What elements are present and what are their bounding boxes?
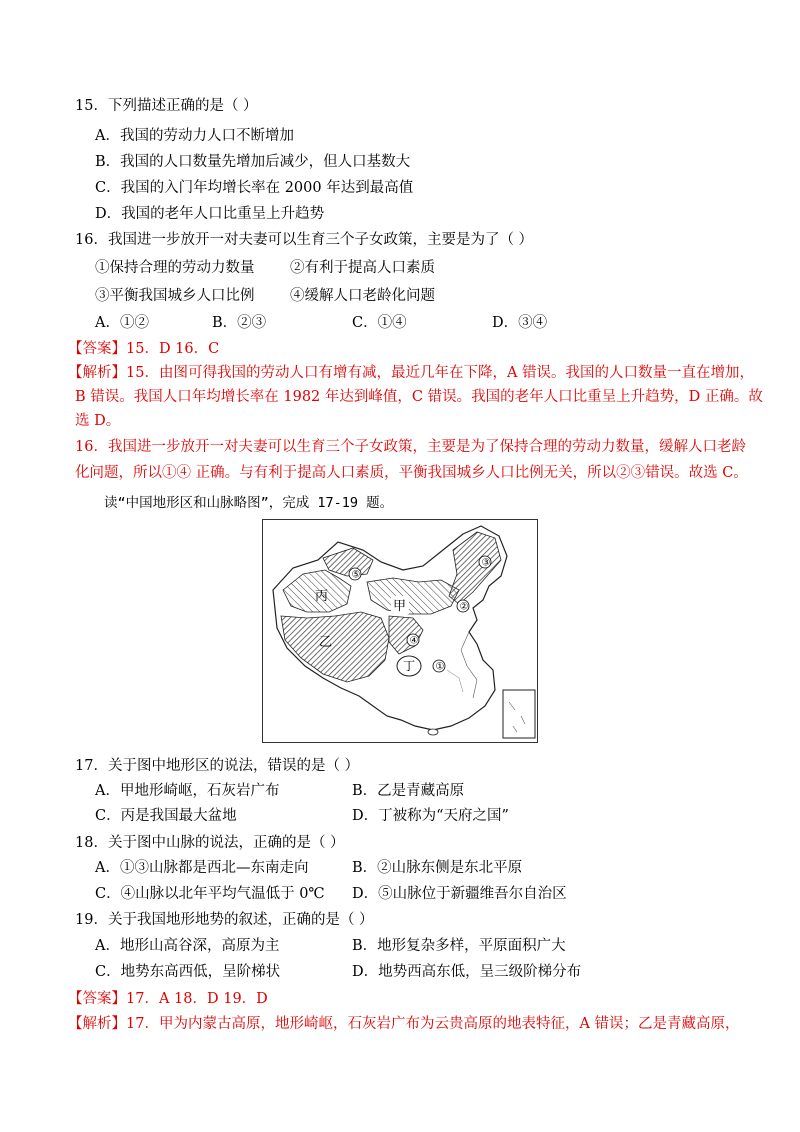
svg-text:④: ④ [409, 635, 419, 647]
q18-option-d: D．⑤山脉位于新疆维吾尔自治区 [352, 886, 567, 902]
map-label-ding: 丁 [403, 659, 416, 673]
svg-text:①: ① [435, 661, 445, 673]
q19-option-a: A．地形山高谷深，高原为主 [95, 938, 280, 954]
read-map-prompt: 读“中国地形区和山脉略图”，完成 17-19 题。 [104, 495, 394, 511]
q17-option-b: B．乙是青藏高原 [352, 783, 465, 799]
q15-option-d: D．我国的老年人口比重呈上升趋势 [95, 206, 325, 222]
svg-text:②: ② [459, 601, 469, 613]
analysis-line-1: 【解析】15．由图可得我国的劳动人口有增有减，最近几年在下降，A 错误。我国的人口数量一直在增加， [68, 365, 755, 381]
q18-option-a: A．①③山脉都是西北—东南走向 [95, 860, 309, 876]
q17-option-d: D．丁被称为“天府之国” [352, 808, 509, 824]
q17-stem: 17．关于图中地形区的说法，错误的是（ ） [75, 758, 360, 774]
q15-option-c: C．我国的入门年均增长率在 2000 年达到最高值 [95, 180, 414, 196]
q18-stem: 18．关于图中山脉的说法，正确的是（ ） [75, 835, 345, 851]
q18-option-b: B．②山脉东侧是东北平原 [352, 860, 523, 876]
map-label-jia [391, 596, 409, 614]
q16-item-1: ①保持合理的劳动力数量 [95, 260, 255, 276]
analysis-17-line-1: 【解析】17．甲为内蒙古高原，地形崎岖，石灰岩广布为云贵高原的地表特征，A 错误；乙是青藏高原， [68, 1016, 740, 1032]
map-label-1 [433, 660, 445, 673]
map-label-bing: 丙 [315, 589, 329, 604]
q18-option-c: C．④山脉以北年平均气温低于 0℃ [95, 886, 325, 902]
q16-item-4: ④缓解人口老龄化问题 [290, 288, 435, 304]
china-terrain-map [262, 519, 538, 743]
q19-stem: 19．关于我国地形地势的叙述，正确的是（ ） [75, 912, 374, 928]
q19-option-d: D．地势西高东低，呈三级阶梯分布 [352, 964, 582, 980]
q16-option-a: A．①② [95, 315, 149, 331]
q16-option-d: D．③④ [492, 315, 548, 331]
map-label-yi: 乙 [319, 635, 333, 650]
q15-option-a: A．我国的劳动力人口不断增加 [95, 128, 294, 144]
south-china-sea-inset [503, 690, 535, 738]
map-label-2 [457, 600, 469, 613]
q15-stem: 15．下列描述正确的是（ ） [75, 98, 258, 114]
answer-17-19: 【答案】17．A 18．D 19．D [68, 991, 268, 1007]
q17-option-c: C．丙是我国最大盆地 [95, 808, 237, 824]
q19-option-c: C．地势东高西低，呈阶梯状 [95, 964, 281, 980]
map-label-5 [349, 568, 361, 581]
answer-15-16: 【答案】15．D 16．C [68, 341, 220, 357]
q16-item-3: ③平衡我国城乡人口比例 [95, 288, 255, 304]
q17-option-a: A．甲地形崎岖，石灰岩广布 [95, 783, 280, 799]
map-label-4 [407, 634, 419, 647]
svg-text:甲: 甲 [393, 599, 407, 614]
q16-item-2: ②有利于提高人口素质 [290, 260, 435, 276]
q16-option-c: C．①④ [352, 315, 407, 331]
analysis-line-3: 选 D。 [75, 413, 121, 429]
tibet-plateau [281, 612, 389, 682]
analysis-line-4: 16．我国进一步放开一对夫妻可以生育三个子女政策，主要是为了保持合理的劳动力数量，缓解人口老龄 [75, 439, 746, 455]
svg-text:③: ③ [481, 557, 491, 569]
analysis-line-2: B 错误。我国人口年均增长率在 1982 年达到峰值，C 错误。我国的老年人口比重呈上升趋势，D 正确。故 [75, 389, 763, 405]
svg-text:⑤: ⑤ [351, 569, 361, 581]
analysis-line-5: 化问题，所以①④ 正确。与有利于提高人口素质，平衡我国城乡人口比例无关，所以②③错误。故选 C。 [75, 465, 748, 481]
q15-option-b: B．我国的人口数量先增加后减少，但人口基数大 [95, 154, 411, 170]
q19-option-b: B．地形复杂多样，平原面积广大 [352, 938, 566, 954]
map-label-3 [479, 556, 491, 569]
q16-stem: 16．我国进一步放开一对夫妻可以生育三个子女政策，主要是为了（ ） [75, 232, 534, 248]
q16-option-b: B．②③ [212, 315, 267, 331]
